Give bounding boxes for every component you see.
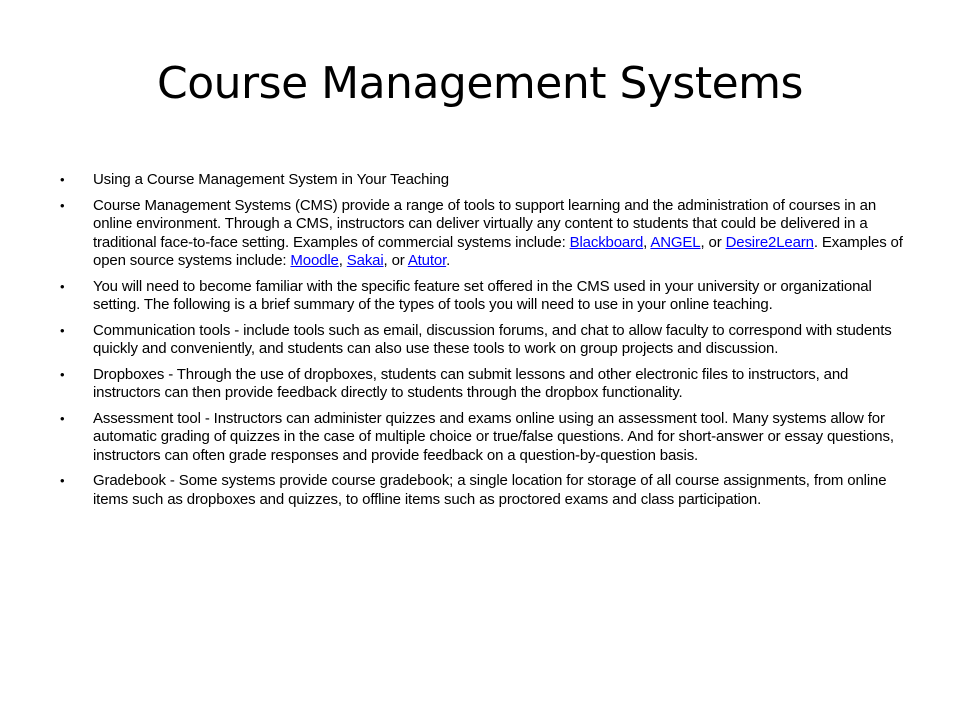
link-separator: , <box>338 252 347 269</box>
link-blackboard[interactable]: Blackboard <box>569 233 644 251</box>
link-angel[interactable]: ANGEL <box>650 233 701 251</box>
bullet-text: Course Management Systems (CMS) provide a range of tools to support learning and the administration of courses in an online environment. Through a CMS, instructors can deliver virtually any content to students that could be delivered in a traditional face-to-face setting. Examples of commercial systems include: <box>93 196 877 251</box>
bullet-list <box>60 171 908 516</box>
link-separator: , or <box>700 233 726 251</box>
bullet-icon: • <box>60 473 65 488</box>
bullet-icon: • <box>60 197 65 213</box>
link-desire2learn[interactable]: Desire2Learn <box>725 233 814 251</box>
bullet-text: Communication tools - include tools such as email, discussion forums, and chat to allow faculty to correspond with students quickly and conveniently, and students can also use these tools to work on group projects and discussion. <box>93 321 892 357</box>
bullet-item-cms-overview <box>60 196 908 271</box>
link-separator: , <box>643 233 651 251</box>
bullet-icon: • <box>60 172 65 187</box>
link-sakai[interactable]: Sakai <box>346 252 384 269</box>
link-moodle[interactable]: Moodle <box>290 252 339 269</box>
bullet-icon: • <box>60 322 65 338</box>
bullet-icon: • <box>60 410 65 426</box>
link-atutor[interactable]: Atutor <box>407 252 447 269</box>
bullet-item-communication-tools <box>60 321 908 359</box>
bullet-item-cms-teaching <box>60 171 908 190</box>
bullet-text: Assessment tool - Instructors can administer quizzes and exams online using an assessment tool. Many systems allow for automatic grading of quizzes in the case of multiple choice or true/false questions. And for short-answer or essay questions, instructors can often grade responses and provide feedback on a question-by-question basis. <box>93 409 894 464</box>
bullet-text: Dropboxes - Through the use of dropboxes, students can submit lessons and other electronic files to instructors, and instructors can then provide feedback directly to students through the dropbox functionality. <box>93 365 849 401</box>
bullet-item-gradebook <box>60 472 908 509</box>
bullet-icon: • <box>60 366 65 382</box>
bullet-text-end: . <box>446 252 451 269</box>
slide-title: Course Management Systems <box>157 58 803 109</box>
bullet-icon: • <box>60 278 65 294</box>
bullet-text: Using a Course Management System in Your Teaching <box>93 171 449 188</box>
bullet-text: Gradebook - Some systems provide course gradebook; a single location for storage of all course assignments, from online items such as dropboxes and quizzes, to offline items such as proctored exams and class participation. <box>93 472 887 508</box>
link-separator: , or <box>383 252 408 269</box>
bullet-item-feature-set <box>60 277 908 315</box>
bullet-item-assessment-tool <box>60 409 908 466</box>
bullet-text-continued: . Examples of open source systems include: <box>93 233 903 269</box>
bullet-text: You will need to become familiar with the specific feature set offered in the CMS used in your university or organizational setting. The following is a brief summary of the types of tools you will need to use in your online teaching. <box>93 277 872 313</box>
bullet-item-dropboxes <box>60 365 908 403</box>
